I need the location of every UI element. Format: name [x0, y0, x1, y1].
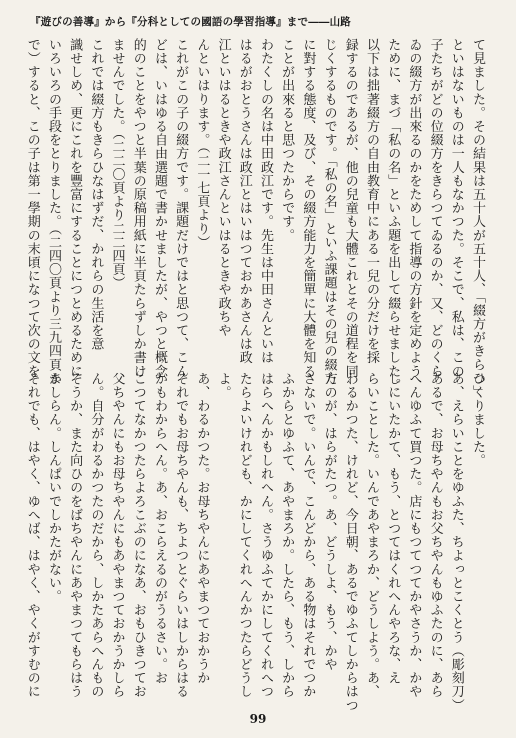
text-column: どは、いはゆる自由選題で書かせましたが、やつと概念	[151, 38, 167, 378]
text-column: よ。	[215, 372, 231, 400]
text-column: ん。自分がわるかつたのだから、しかたあらへんもの	[88, 372, 104, 699]
text-column: こつてなかつたらよろこぶのになあ、おもひきつてお	[130, 372, 146, 699]
lower-text-block	[24, 372, 488, 712]
text-column: たのが、はらがたつ。あ、どうしよ、もう、かや	[321, 372, 337, 672]
text-column: たらよいけれども、かにしてくれへんかつたらどうし	[236, 372, 252, 699]
text-column: らいことした。いんであやまろか、どうしよう。あ、	[363, 372, 379, 699]
text-column: といはないものは一人もなかつた。そこで、私は、この	[448, 38, 464, 378]
text-column: わるかつた、けれど、今日朝、あるでゆふてしからはつ	[342, 372, 358, 712]
text-column: へんゆふて買つた。店にもつてつてかやさうか、かや	[406, 372, 422, 699]
upper-text-block	[24, 38, 488, 399]
page-number: 99	[249, 712, 267, 726]
running-header: 『遊びの善導』から『分科としての國語の學習指導』まで――山路	[30, 16, 351, 28]
text-column: そうか、また向ひのをばちやんにあやまつてもらはう	[67, 372, 83, 699]
text-column: 識せしめ、更にこれを豐富にすることにつとめるために	[67, 38, 83, 378]
text-column: かもわからへん。あ、おこらえるのがうるさい。お	[151, 372, 167, 685]
text-column: さないで。いんで、こんどから、ある物はそれでつか	[300, 372, 316, 699]
text-column: ゐの綴方が出來るのかをためして指導の方針を定めよう	[406, 38, 422, 378]
text-column: て見ました。その結果は五十人が五十人、「綴方がきらひ」	[470, 38, 485, 399]
text-column: で）すると、この子は第一學期の末頃になつて次の文を	[24, 38, 40, 378]
text-column: じくするものです。「私の名」といふ課題はその兒の綴方	[321, 38, 337, 386]
text-column: それでもお母ちやんも、ちよつとぐらいはしからはる	[173, 372, 189, 699]
text-column: はらへんかもしれへん。さうゆふてかにしてくれへつ	[257, 372, 273, 699]
text-column: あ、わるかつた。お母ちやんにあやまつておかうか	[194, 372, 210, 685]
text-column: に對する態度、及び、その綴方能力を簡單に大體を知る	[300, 38, 316, 378]
text-column: あるで、お母ちやんもお父ちやんもゆふたのに、あら	[427, 372, 443, 699]
text-column: んといはります。（二一七頁より）	[194, 38, 210, 250]
text-column: 的のことをやつと半葉の原稿用紙に半頁たらずしか書け	[130, 38, 146, 378]
text-column: つくりました。	[470, 372, 485, 468]
text-column: あ、えらいことをゆふた、ちよっとこくとう（彫刻刀）	[448, 372, 464, 712]
text-column: わたくしの名は中田政江です。先生は中田さんといは	[257, 38, 273, 365]
text-column: いろいろの手段をとりました。（二四〇頁より三九四頁ま	[45, 38, 61, 386]
text-column: ませんでした。（二二〇頁より二二四頁）	[109, 38, 125, 290]
text-column: 父ちやんにもお母ちやんにもあやまつておかうかしら	[109, 372, 125, 699]
text-column: 録するのであるが、他の兒童も大體これとその道程を同	[342, 38, 358, 378]
text-column: ために、まづ「私の名」といふ題を出して綴らせました。	[385, 38, 401, 392]
text-column: ふからとゆふて、あやまろか。したら、もう、しから	[279, 372, 295, 699]
text-column: これがこの子の綴方です。課題だけではと思つて、こん	[173, 38, 189, 378]
text-column: はるがおとうさんは政江とはいはつておかあさんは政	[236, 38, 252, 365]
text-column: かしらん。しんぱいでしかたがない。	[45, 372, 61, 604]
text-column: 子たちがどの位綴方をきらつてゐるのか、又、どのくら	[427, 38, 443, 378]
text-column: 以下は拙著綴方の自由教育中にある一兒の分だけを採	[363, 38, 379, 365]
text-column: 江といはるときや政江さんといはるときや政ちや	[215, 38, 231, 338]
text-column: それでも、はやく、ゆへば、はやく、やくがすむのに	[24, 372, 40, 699]
text-column: ことが出來ると思つたからです。	[279, 38, 295, 242]
text-column: しにいたかて、もう、とつてはくれへんやろな、え	[385, 372, 401, 685]
text-column: これでは綴方もきらひなはずだ、かれらの生活を意	[88, 38, 104, 351]
